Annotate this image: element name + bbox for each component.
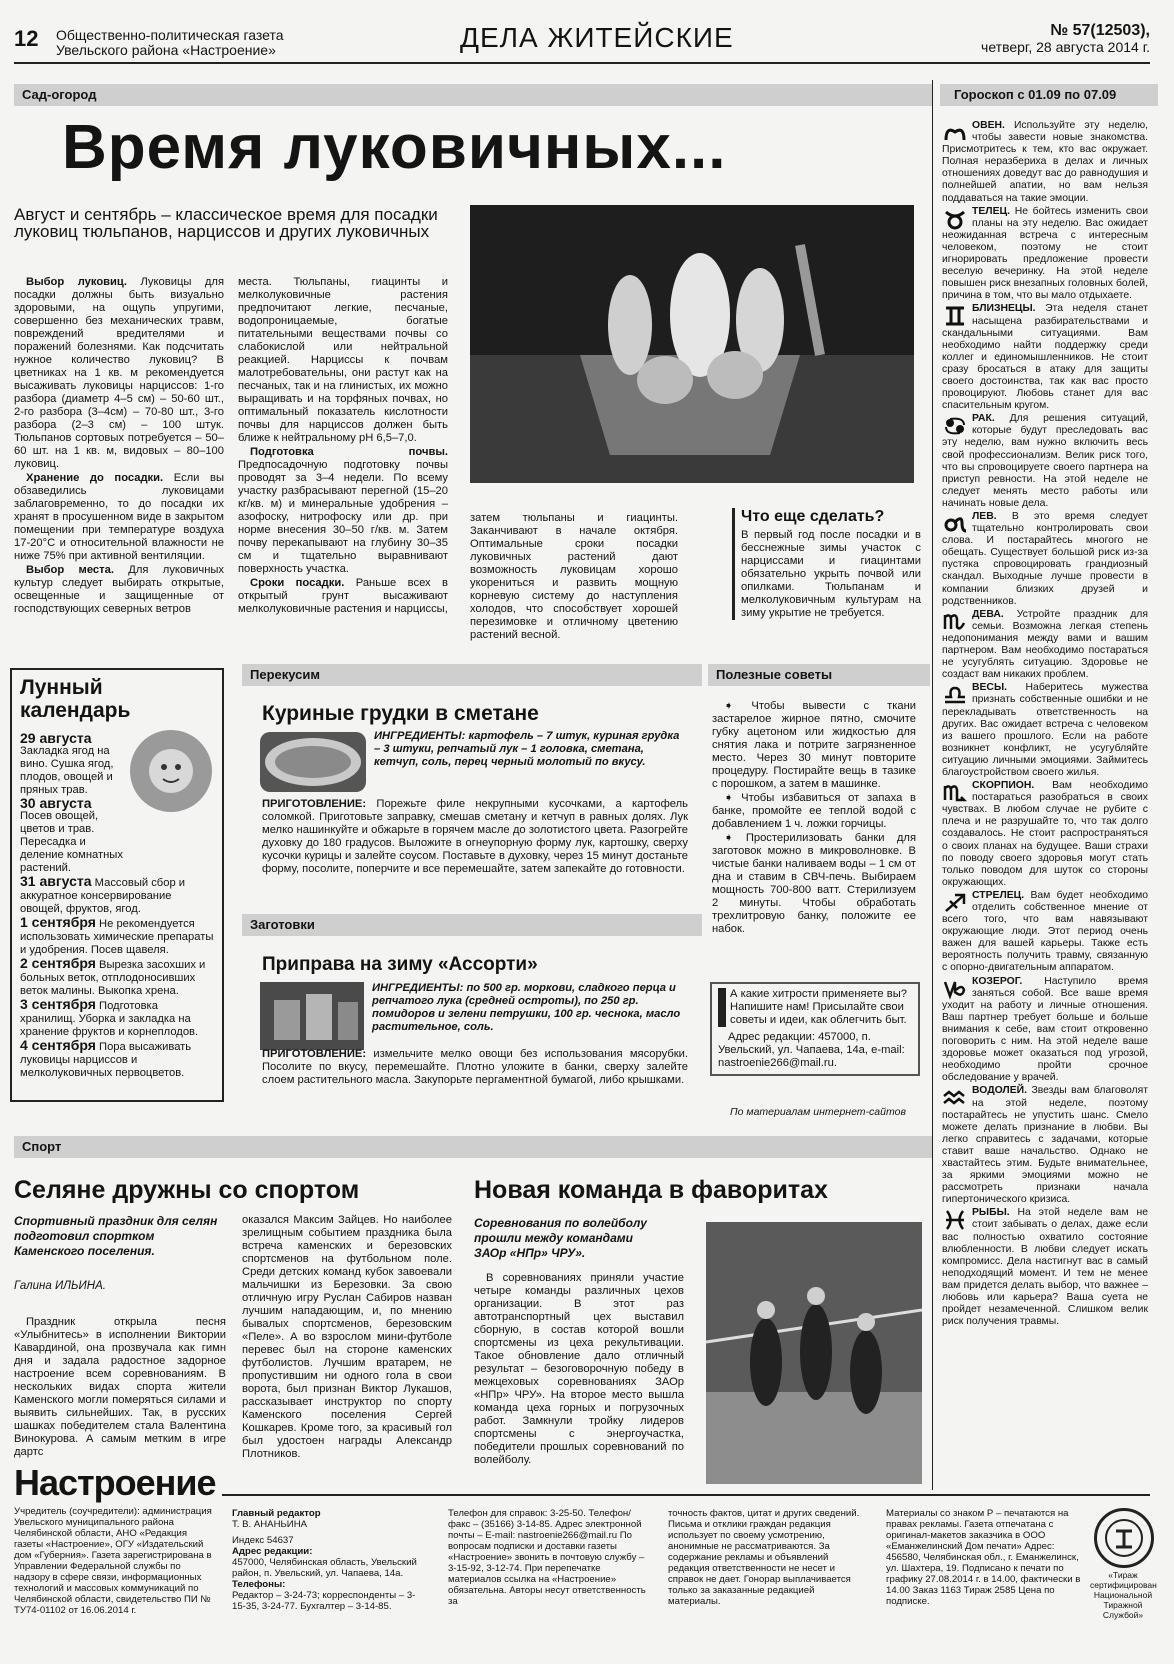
lunar-entry: 4 сентября Пора высаживать луковицы нарциссов и мелколуковичных первоцветов.	[20, 1037, 192, 1079]
garden-sidebar	[732, 508, 921, 620]
lunar-entry: 29 августа Закладка ягод на вино. Сушка ягод, плодов, овощей и пряных трав.	[20, 730, 114, 796]
rubric-garden: Сад-огород	[14, 84, 932, 106]
text-place: Для луковичных культур следует выбирать открытые, освещенные и защищенные от господствующих северных ветров	[14, 564, 225, 615]
snack-ingredients: ИНГРЕДИЕНТЫ: картофель – 7 штук, куриная грудка – 3 штуки, репчатый лук – 1 головка, сметана, кетчуп, соль, перец черный молотый по вкусу.	[374, 730, 680, 768]
issue-info	[981, 22, 1150, 56]
sign-leo: ЛЕВ. В это время следует тщательно контролировать свои слова. И постарайтесь многого не обещать. Существует большой риск из-за пустяка спровоцировать грандиозный скандал. Выходные лучше провести в компании близких друзей и родственников.	[942, 511, 1149, 607]
lead-soil: Подготовка почвы.	[250, 446, 448, 458]
lead-storage: Хранение до посадки.	[26, 472, 164, 484]
section-title: ДЕЛА ЖИТЕЙСКИЕ	[460, 22, 734, 53]
text-storage: Если вы обзаведились луковицами заблаговременно, то до посадки их хранят в просушенном виде в закрытом помещении при температуре воздуха 17-20°С и относительной влажности не ниже 75% при активной вентиляции.	[14, 472, 224, 562]
rubric-sport: Спорт	[14, 1136, 932, 1158]
libra-icon	[942, 684, 968, 706]
aries-icon	[942, 122, 968, 144]
lead-choice: Выбор луковиц.	[26, 276, 127, 288]
garden-col2	[238, 276, 448, 617]
sign-sagittarius: СТРЕЛЕЦ. Вам будет необходимо отделить собственное мнение от всего того, что вам навязывают окружающие люди. Этот период очень важен для вашей карьеры. Также есть вероятность получить травму, связанную с опорно-двигательным аппаратом.	[942, 889, 1148, 974]
hyacinth-photo	[470, 205, 914, 483]
sign-virgo: ДЕВА. Устройте праздник для семьи. Возможна легкая степень недопонимания между вами и вашим партнером. Вам необходимо постараться не усугублять ситуацию. Здоровье не создаст вам никаких проблем.	[942, 608, 1148, 681]
arrow-icon: ➧	[724, 832, 746, 844]
tips-source: По материалам интернет-сайтов	[730, 1106, 906, 1118]
arrow-icon: ➧	[724, 700, 752, 712]
text-soil-types: места. Тюльпаны, гиацинты и мелколуковичные растения предпочитают легкие, песчаные, водопроницаемые, богатые питательными веществами почвы со слабокислой или нейтральной реакцией. Нарциссы к почвам малотребовательны, они растут как на песчаных, так и на глинистых, их можно выращивать и на торфяных почвах, но оптимальный показатель кислотности почвы для нарциссов должен быть ближе к нейтральному pH 6,5–7,0.	[238, 276, 448, 444]
lead-dates: Сроки посадки.	[250, 577, 345, 589]
footer-founders: Учредитель (соучредители): администрация Увельского муниципального района Челябинской области, АНО «Редакция газеты «Настроение», ОГУ «Издательский дом «Губерния». Газета зарегистрирована в Управлении Федеральной службы по надзору в сфере связи, информационных технологий и массовых коммуникаций по Челябинской области, свидетельство ПИ № ТУ74-01102 от 16.06.2014 г.	[14, 1506, 212, 1616]
aquarius-icon	[942, 1087, 968, 1109]
tip-item: ➧ Простерилизовать банки для заготовок можно в микроволновке. В чистые банки наливаем воды – 1 см от дна и ставим в СВЧ-печь. Выбираем мощность 700-800 ватт. Стерилизуем 2 минуты. Чтобы обработать трехлитровую банку, положите ее набок.	[712, 832, 917, 935]
tips-list	[712, 700, 916, 937]
sign-aquarius: ВОДОЛЕЙ. Звезды вам благоволят на этой неделе, поэтому постарайтесь не упустить шанс. Смело можете делать признание в любви. Вы легко справитесь с задачами, которые ставит ваше начальство. Однако не хвастайтесь этим. Будьте внимательнее, за яркими эмоциями можно не рассмотреть признаки начала гипертонического кризиса.	[942, 1085, 1148, 1206]
sagittarius-icon	[942, 892, 968, 914]
text-dates: Раньше всех в открытый грунт высаживают мелколуковичные растения и нарциссы,	[238, 577, 448, 615]
footer-editor: Главный редактор Т. В. АНАНЬИНА Индекс 54637 Адрес редакции: 457000, Челябинская область, Увельский район, п. Увельский, ул. Чапаева, 14а. Телефоны: Редактор – 3-24-73; корреспонденты – 3-15-35, 3-24-77. Бухгалтер – 3-14-85.	[232, 1508, 417, 1612]
garden-subtitle: Август и сентябрь – классическое время для посадки луковиц тюльпанов, нарциссов и других луковичных	[14, 205, 438, 241]
sport-a1-title: Селяне дружны со спортом	[14, 1176, 360, 1204]
arrow-icon: ➧	[724, 792, 742, 804]
horoscope-list	[942, 120, 1148, 1329]
lunar-box	[10, 668, 224, 1102]
sport-a1-lead: Спортивный праздник для селян подготовил спортком Каменского поселения.	[14, 1214, 218, 1258]
lunar-entry: 1 сентября Не рекомендуется использовать химические препараты и удобрения. Посев щавеля.	[20, 914, 214, 956]
garden-col1	[14, 276, 224, 617]
sidebar-title: Что еще сделать?	[741, 508, 885, 525]
lunar-title: Лунный календарь	[20, 676, 131, 722]
chicken-photo	[260, 732, 366, 792]
garden-title: Время луковичных...	[62, 113, 727, 182]
paper-line2: Увельского района «Настроение»	[56, 42, 276, 58]
issue-date: четверг, 28 августа 2014 г.	[981, 39, 1150, 55]
tips-box	[710, 982, 920, 1076]
seal-text: «Тираж сертифицирован Национальной Тиражной Службой»	[1090, 1570, 1157, 1620]
tip-item: ➧ Чтобы вывести с ткани застарелое жирное пятно, смочите губку ацетоном или жидкостью для снятия лака и потрите загрязненное место. Через 30 минут повторите процедуру. Постирайте вещь в тазике с порошком, а затем в машинке.	[712, 700, 916, 790]
lead-place: Выбор места.	[26, 564, 114, 576]
paper-line1: Общественно-политическая газета	[56, 27, 284, 43]
taurus-icon	[942, 208, 968, 230]
sign-gemini: БЛИЗНЕЦЫ. Эта неделя станет насыщена разбирательствами и скандальными ситуациями. Вам необходимо найти поддержку среди коллег и единомышленников. Не стоит сразу бросаться в атаку для защиты своего достоинства, так как вас просто провоцируют. Любовь станет для вас спасительным кругом.	[942, 303, 1149, 412]
paper-name	[56, 28, 284, 58]
horoscope-divider	[932, 80, 933, 1490]
sport-a2-text: В соревнованиях приняли участие четыре команды различных цехов организации. В этот раз автотранспортный цех выставил сборную, в состав которой вошли спортсмены из цеха рекультивации. Такое обновление дало отличный результат – безоговорочную победу в межцеховых соревнованиях ЗАОр «НПр» ЧРУ». На второе место вышла команда цеха горных и погрузочных работ. Замкнули тройку лидеров спортсмены с энергоучастка, победители прошлых соревнований по волейболу.	[474, 1272, 684, 1466]
virgo-icon	[942, 611, 968, 633]
rubric-preserves: Заготовки	[242, 914, 702, 936]
tip-item: ➧ Чтобы избавиться от запаха в банке, промойте ее теплой водой с добавлением 1 ч. ложки горчицы.	[712, 792, 916, 830]
text-choice: Луковицы для посадки должны быть визуально здоровыми, на ощупь упругими, совершенно без механических травм, повреждений вредителями и поражений болезнями. Как подсчитать нужное количество луковиц? В цветниках на 1 кв. м рекомендуется высаживать луковицы нарциссов: 1-го разбора (диаметр 4–5 см) – 50-60 шт., 2-го разбора (3–4см) – 70-80 шт., 3-го разбора (2–3 см) – 100 штук. Тюльпанов сортовых потребуется – 50–60 шт. на 1 кв. м, видовых – 80–100 луковиц.	[14, 276, 225, 470]
gemini-icon	[942, 305, 968, 327]
volleyball-photo	[706, 1222, 922, 1484]
lunar-entry: 3 сентября Подготовка хранилищ. Уборка и закладка на хранение фруктов и корнеплодов.	[20, 996, 199, 1038]
tips-address: Адрес редакции: 457000, п. Увельский, ул. Чапаева, 14а, e-mail: nastroenie266@mail.ru.	[718, 1031, 905, 1069]
sport-a1-author: Галина ИЛЬИНА.	[14, 1280, 106, 1292]
footer-contacts: Телефон для справок: 3-25-50. Телефон/факс – (35166) 3-14-85. Адрес электронной почты – E-mail: nastroenie266@mail.ru По вопросам подписки и доставки газеты «Настроение» звонить в почтовую службу – 3-15-92, 3-12-74. При перепечатке материалов ссылка на «Настроение» обязательна. Авторы несут ответственность за	[448, 1508, 646, 1607]
rubric-tips: Полезные советы	[708, 664, 930, 686]
cancer-icon	[942, 415, 968, 437]
leo-icon	[942, 513, 968, 535]
sign-libra: ВЕСЫ. Наберитесь мужества признать собственные ошибки и не перекладывать ответственность на других. Вас ожидает встреча с человеком из вашего прошлого. Если на работе возникнет конфликт, не усугубляйте ситуацию личными эмоциями. Займитесь благоустройством своего жилья.	[942, 682, 1148, 778]
snack-title: Куриные грудки в сметане	[262, 702, 539, 725]
sidebar-text: В первый год после посадки и в бесснежные зимы участок с нарциссами и гиацинтами обязательно укрыть почвой или опилками. Тюльпанам и мелколуковичным культурам на зиму укрытие не требуется.	[741, 529, 921, 619]
text-soil: Предпосадочную подготовку почвы проводят за 3–4 недели. По всему участку разбрасывают перегной (15–20 кг/кв. м) и минеральные удобрения – азофоску, нитрофоску или др. при норме внесения 30–50 г/кв. м. Затем почву перекапывают на глубину 30–35 см и тщательно выравнивают поверхность участка.	[238, 459, 448, 575]
footer-responsibility: точность фактов, цитат и других сведений. Письма и отклики граждан редакция использует по своему усмотрению, анонимные не рассматриваются. За содержание рекламы и объявлений редакция ответственности не несет и справок не дает. Гонорар выплачивается только за заказанные редакцией материалы.	[668, 1508, 860, 1607]
logo-nastroenie: Настроение	[14, 1462, 222, 1504]
preserves-title: Приправа на зиму «Ассорти»	[262, 954, 538, 975]
header-rule	[14, 62, 1150, 64]
sign-scorpio: СКОРПИОН. Вам необходимо постараться разобраться в своих чувствах. В любом случае не рубите с плеча и не разрушайте то, что так долго создавалось. Не стоит распространяться о своих планах на будущее. Ваши страхи по поводу своего здоровья могут стать только поводом для шуток со стороны окружающих.	[942, 780, 1149, 888]
tips-question: А какие хитрости применяете вы? Напишите нам! Присылайте свои советы и идеи, как облегчить быт.	[718, 988, 912, 1027]
preserves-ingredients: ИНГРЕДИЕНТЫ: по 500 гр. моркови, сладкого перца и репчатого лука (средней остроты), по 250 гр. помидоров и зелени петрушки, 100 гр. чеснока, масло растительное, соль.	[372, 982, 681, 1033]
snack-prep: ПРИГОТОВЛЕНИЕ: Порежьте филе некрупными кусочками, а картофель соломкой. Приготовьте заправку, смешав сметану и кетчуп в равных долях. Лук мелко нашинкуйте и обжарьте в горячем масле до золотистого цвета. Разогрейте духовку до 180 градусов. Выложите в огнеупорную форму лук, картошку, сверху кусочки курицы и залейте соусом. Поставьте в духовку, через 15 минут достаньте форму, посолите, поперчите и все перемешайте, затем запекайте до готовности.	[262, 798, 689, 875]
capricorn-icon	[942, 978, 968, 1000]
sign-cancer: РАК. Для решения ситуаций, которые будут преследовать вас эту неделю, вам нужно включить весь свой профессионализм. Велик риск того, что вы спровоцируете своего партнера на приступ ревности. На этой неделе не следует менять место работы или начинать новые дела.	[942, 413, 1148, 509]
sport-a1-col2: оказался Максим Зайцев. Но наиболее зрелищным событием праздника была встреча каменских и березовских спортсменов на футбольном поле. Среди детских команд кубок завоевали мальчишки из Березовки. За свою отличную игру Руслан Сабиров назван лучшим нападающим, и, по мнению бывалых спортсменов, березовским «Пеле». А во взрослом мини-футболе перевес был на стороне каменских футболистов. Лучшим вратарем, не пропустившим ни одного гола в свои ворота, был признан Виктор Лукашов, рассказывает инструктор по спорту Каменского поселения Сергей Кошкарев. Кроме того, за красивый гол был удостоен награды Александр Плотников.	[242, 1214, 452, 1460]
sign-capricorn: КОЗЕРОГ. Наступило время заняться собой. Все ваше время уходит на работу и личные отношения. Ваш партнер требует больше и больше внимания к себе, вам стоит откровенно поговорить с ним. На этой неделе ваше здоровье может оказаться под угрозой, необходимо пройти срочное обследование у врачей.	[942, 975, 1148, 1084]
rubric-snack: Перекусим	[242, 664, 702, 686]
sport-a1-col1: Праздник открыла песня «Улыбнитесь» в исполнении Виктории Кавардиной, она прозвучала как гимн дня и задала радостное задорное настроение всем соревнованиям. В нескольких видах спорта жители Каменского могли померяться силами и выявить сильнейших. Так, в русских шашках победителем стала Валентина Винокурова. А самым метким в игре дартс	[14, 1316, 226, 1458]
pisces-icon	[942, 1209, 968, 1231]
footer-print-info: Материалы со знаком Р – печатаются на правах рекламы. Газета отпечатана с оригинал-макетов заказчика в ООО «Еманжелинский Дом печати» Адрес: 456580, Челябинская обл., г. Еманжелинск, ул. Шахтера, 19. Подписано к печати по графику 27.08.2014 г. в 14.00, фактически в 14.00 Заказ 1163 Тираж 2585 Цена по подписке.	[886, 1508, 1081, 1607]
garden-col3-text: затем тюльпаны и гиацинты. Заканчивают в начале октября. Оптимальные сроки посадки луковичных растений дают возможность луковицам хорошо укорениться и развить мощную корневую систему до наступления холодов, что способствует хорошей перезимовке и отличному цветению растений весной.	[470, 512, 678, 641]
garden-col3	[470, 512, 678, 643]
circulation-seal-icon	[1094, 1508, 1154, 1568]
preserves-prep: ПРИГОТОВЛЕНИЕ: измельчите мелко овощи без использования мясорубки. Посолите по вкусу, перемешайте. Плотно уложите в банки, сверху залейте слоем растительного масла. Закупорьте пергаментной бумагой, либо крышками.	[262, 1048, 688, 1086]
sign-aries: ОВЕН. Используйте эту неделю, чтобы завести новые знакомства. Присмотритесь к тем, кто вас окружает. Полная неразбериха в делах и личных отношениях доведут вас до равнодушия и полнейшей апатии, но вам нельзя поддаваться на такие эмоции.	[942, 120, 1148, 204]
issue-number: № 57(12503),	[1050, 22, 1150, 39]
page-number: 12	[14, 26, 39, 51]
rubric-horoscope: Гороскоп с 01.09 по 07.09	[940, 84, 1158, 106]
preserves-photo	[260, 982, 364, 1050]
lunar-entry: 2 сентября Вырезка засохших и больных веток, отплодоносивших веток малины. Выкопка хрена.	[20, 955, 206, 997]
lunar-entry: 30 августа Посев овощей, цветов и трав. Пересадка и деление комнатных растений.	[20, 795, 123, 874]
sign-pisces: РЫБЫ. На этой неделе вам не стоит забывать о делах, даже если вас полностью охватило состояние влюбленности. В любви следует искать компромисс. Дела настигнут вас в самый неподходящий момент. И тем не менее вам придется делать выбор, что важнее – любовь или карьера? Ваша суета не пройдет незамеченной. Слишком велик риск получения травмы.	[942, 1207, 1148, 1328]
scorpio-icon	[942, 782, 968, 804]
sign-taurus: ТЕЛЕЦ. Не бойтесь изменить свои планы на эту неделю. Вас ожидает неожиданная встреча с интересным человеком, поэтому не стоит игнорировать предложение провести веселую вечеринку. На этой неделе повышен риск внезапных головных болей, причина в том, что вы мало отдыхаете.	[942, 205, 1148, 302]
lunar-entry: 31 августа Массовый сбор и аккуратное консервирование овощей, фруктов, ягод.	[20, 873, 186, 915]
lunar-entries	[20, 732, 216, 1080]
sport-a2-lead: Соревнования по волейболу прошли между командами ЗАОр «НПр» ЧРУ».	[474, 1216, 647, 1260]
sport-a2-title: Новая команда в фаворитах	[474, 1176, 828, 1204]
